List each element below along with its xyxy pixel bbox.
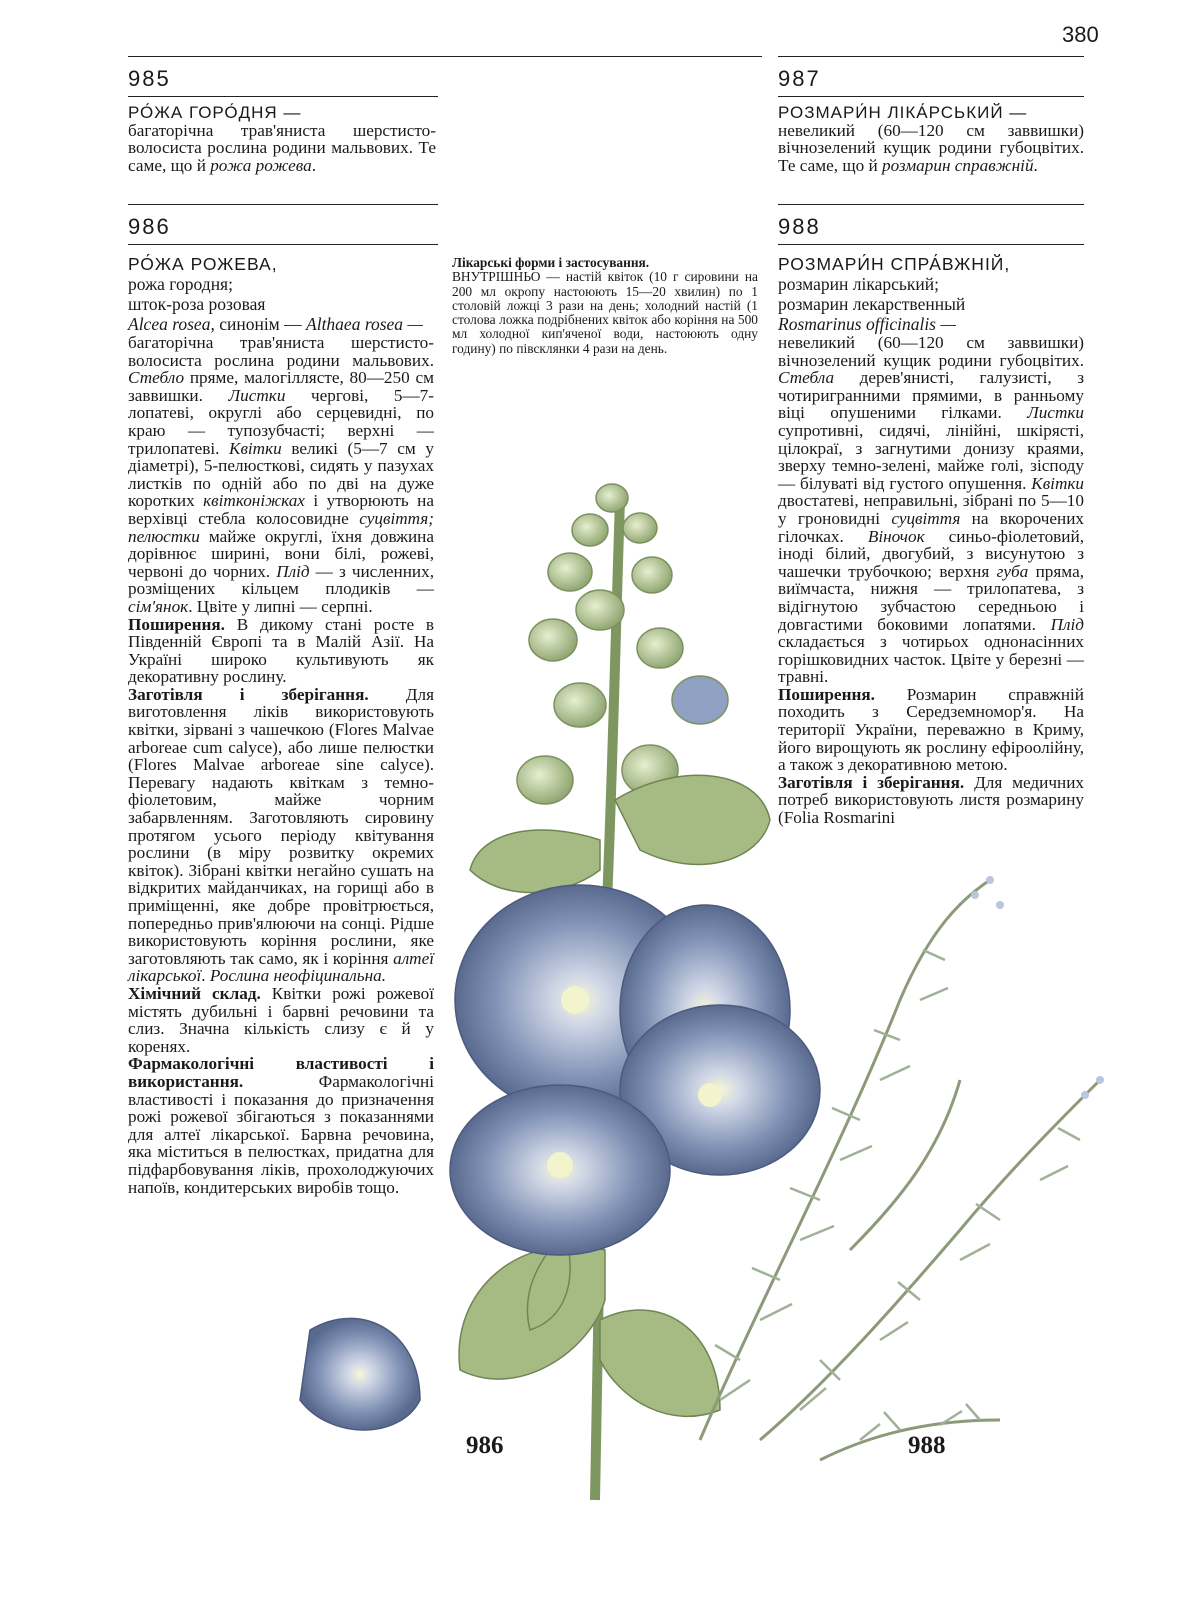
figure-label-988: 988 [908, 1432, 946, 1459]
synonym: розмарин лікарський; [778, 274, 939, 294]
entry-987-title: РОЗМАРИ́Н ЛІКА́РСЬКИЙ — [778, 103, 1028, 122]
entry-number-985: 985 [128, 66, 171, 91]
entry-number-986: 986 [128, 214, 171, 239]
figure-label-986: 986 [466, 1432, 504, 1459]
description: невеликий (60—120 см заввишки) вічнозелений кущик родини губоцвітих. Стебла дерев'янисті, галузисті, з чотиригранними прямими, в ранньому віці опушеними гілками. Листки супротивні, сидячі, лінійні, шкірясті, цілокраї, з загнутими донизу краями, зверху темно-зелені, майже голі, зісподу — білуваті від густого опушення. Квітки двостатеві, неправильні, зібрані по 5—10 у гроновидні суцвіття на вкорочених гілочках. Віночок синьо-фіолетовий, іноді білий, двогубий, з висунутою з чашечки трубочкою; верхня губа пряма, виїмчаста, нижня — трилопатева, з відігнутою зубчастою середньою і довгастими боковими лопатями. Плід складається з чотирьох однонасінних горішковидних часток. Цвіте у березні — травні. [778, 333, 1084, 687]
forms-heading: Лікарські форми і застосування. [452, 255, 650, 270]
synonym: шток-роза розовая [128, 294, 266, 314]
latin-name: Rosmarinus officinalis — [778, 314, 956, 334]
synonym: рожа городня; [128, 274, 233, 294]
section-harvest: Заготівля і зберігання. Для виготовлення ліків використовують квітки, зірвані з чашечкою (Flores Malvae arboreae cum calyce), або лише пелюстки (Flores Malvae arboreae sine calyce). Перевагу надають квіткам з темно-фіолетовим, майже чорним забарвленням. Заготовляють сировину протягом усього періоду квітування рослини (в міру розвитку окремих квіток). Зібрані квітки негайно сушать на відкритих майданчиках, на горищі або в приміщенні, яке добре провітрюється, попередньо прив'ялюючи на сонці. Рідше використовують коріння рослини, яке заготовляють так само, як і коріння алтеї лікарської. Рослина неофіцинальна. [128, 684, 434, 986]
latin-name: Alcea rosea, синонім — Althaea rosea — [128, 314, 423, 334]
entry-987 [778, 104, 1084, 174]
entry-985 [128, 104, 436, 174]
entry-988-title: РОЗМАРИ́Н СПРА́ВЖНІЙ, [778, 254, 1011, 274]
entry-986 [128, 254, 434, 1196]
forms-text: ВНУТРІШНЬО — настій квіток (10 г сировини на 200 мл окропу настоюють 15—20 хвилин) по 1 столовій ложці 3 рази на день; холодний настій (1 столова ложка подрібнених квіток або коріння на 500 мл холодної кип'яченої води, настоюють одну годину) по півсклянки 4 рази на день. [452, 269, 758, 356]
page-number: 380 [1062, 22, 1099, 47]
entry-986-title: РО́ЖА РОЖЕВА, [128, 254, 278, 274]
section-spread: Поширення. В дикому стані росте в Південній Європі та в Малій Азії. На Україні широко культивують як декоративну рослину. [128, 614, 434, 687]
description: багаторічна трав'яниста шерстисто-волосиста рослина родини мальвових. Стебло пряме, малогіллясте, 80—250 см заввишки. Листки чергові, 5—7-лопатеві, округлі або серцевидні, по краю — тупозубчасті; верхні — трилопатеві. Квітки великі (5—7 см у діаметрі), 5-пелюсткові, сидять у пазухах листків по одній або по дві на дуже коротких квітконіжках і утворюють на верхівці стебла колосовидне суцвіття; пелюстки майже округлі, їхня довжина дорівнює ширині, вони білі, рожеві, червоні до чорних. Плід — з численних, розміщених кільцем плодиків — сім'янок. Цвіте у липні — серпні. [128, 333, 435, 616]
entry-985-title: РО́ЖА ГОРО́ДНЯ — [128, 103, 302, 122]
section-chemistry: Хімічний склад. Квітки рожі рожевої містять дубильні і барвні речовини та слиз. Значна кількість слизу є й у коренях. [128, 983, 434, 1056]
synonym: розмарин лекарственный [778, 294, 966, 314]
section-spread: Поширення. Розмарин справжній походить з Середземномор'я. На території України, переважно в Криму, його вирощують як рослину ефіроолійну, а також з декоративною метою. [778, 684, 1084, 775]
entry-988 [778, 254, 1084, 827]
entry-985-text: багаторічна трав'яниста шерстисто-волосиста рослина родини мальвових. Те саме, що й рожа рожева. [128, 120, 436, 175]
entry-number-987: 987 [778, 66, 821, 91]
entry-number-988: 988 [778, 214, 821, 239]
section-pharmacology: Фармакологічні властивості і використання. Фармакологічні властивості і показання до призначення рожі рожевої збігаються з показаннями для алтеї лікарської. Барвна речовина, яка міститься в пелюстках, придатна для підфарбовування ліків, прохолоджуючих напоїв, кондитерських виробів тощо. [128, 1054, 434, 1197]
entry-987-text: невеликий (60—120 см заввишки) вічнозелений кущик родини губоцвітих. Те саме, що й розмарин справжній. [778, 120, 1084, 175]
entry-986-forms [452, 256, 758, 356]
section-harvest: Заготівля і зберігання. Для медичних потреб використовують листя розмарину (Folia Rosmarini [778, 772, 1084, 828]
